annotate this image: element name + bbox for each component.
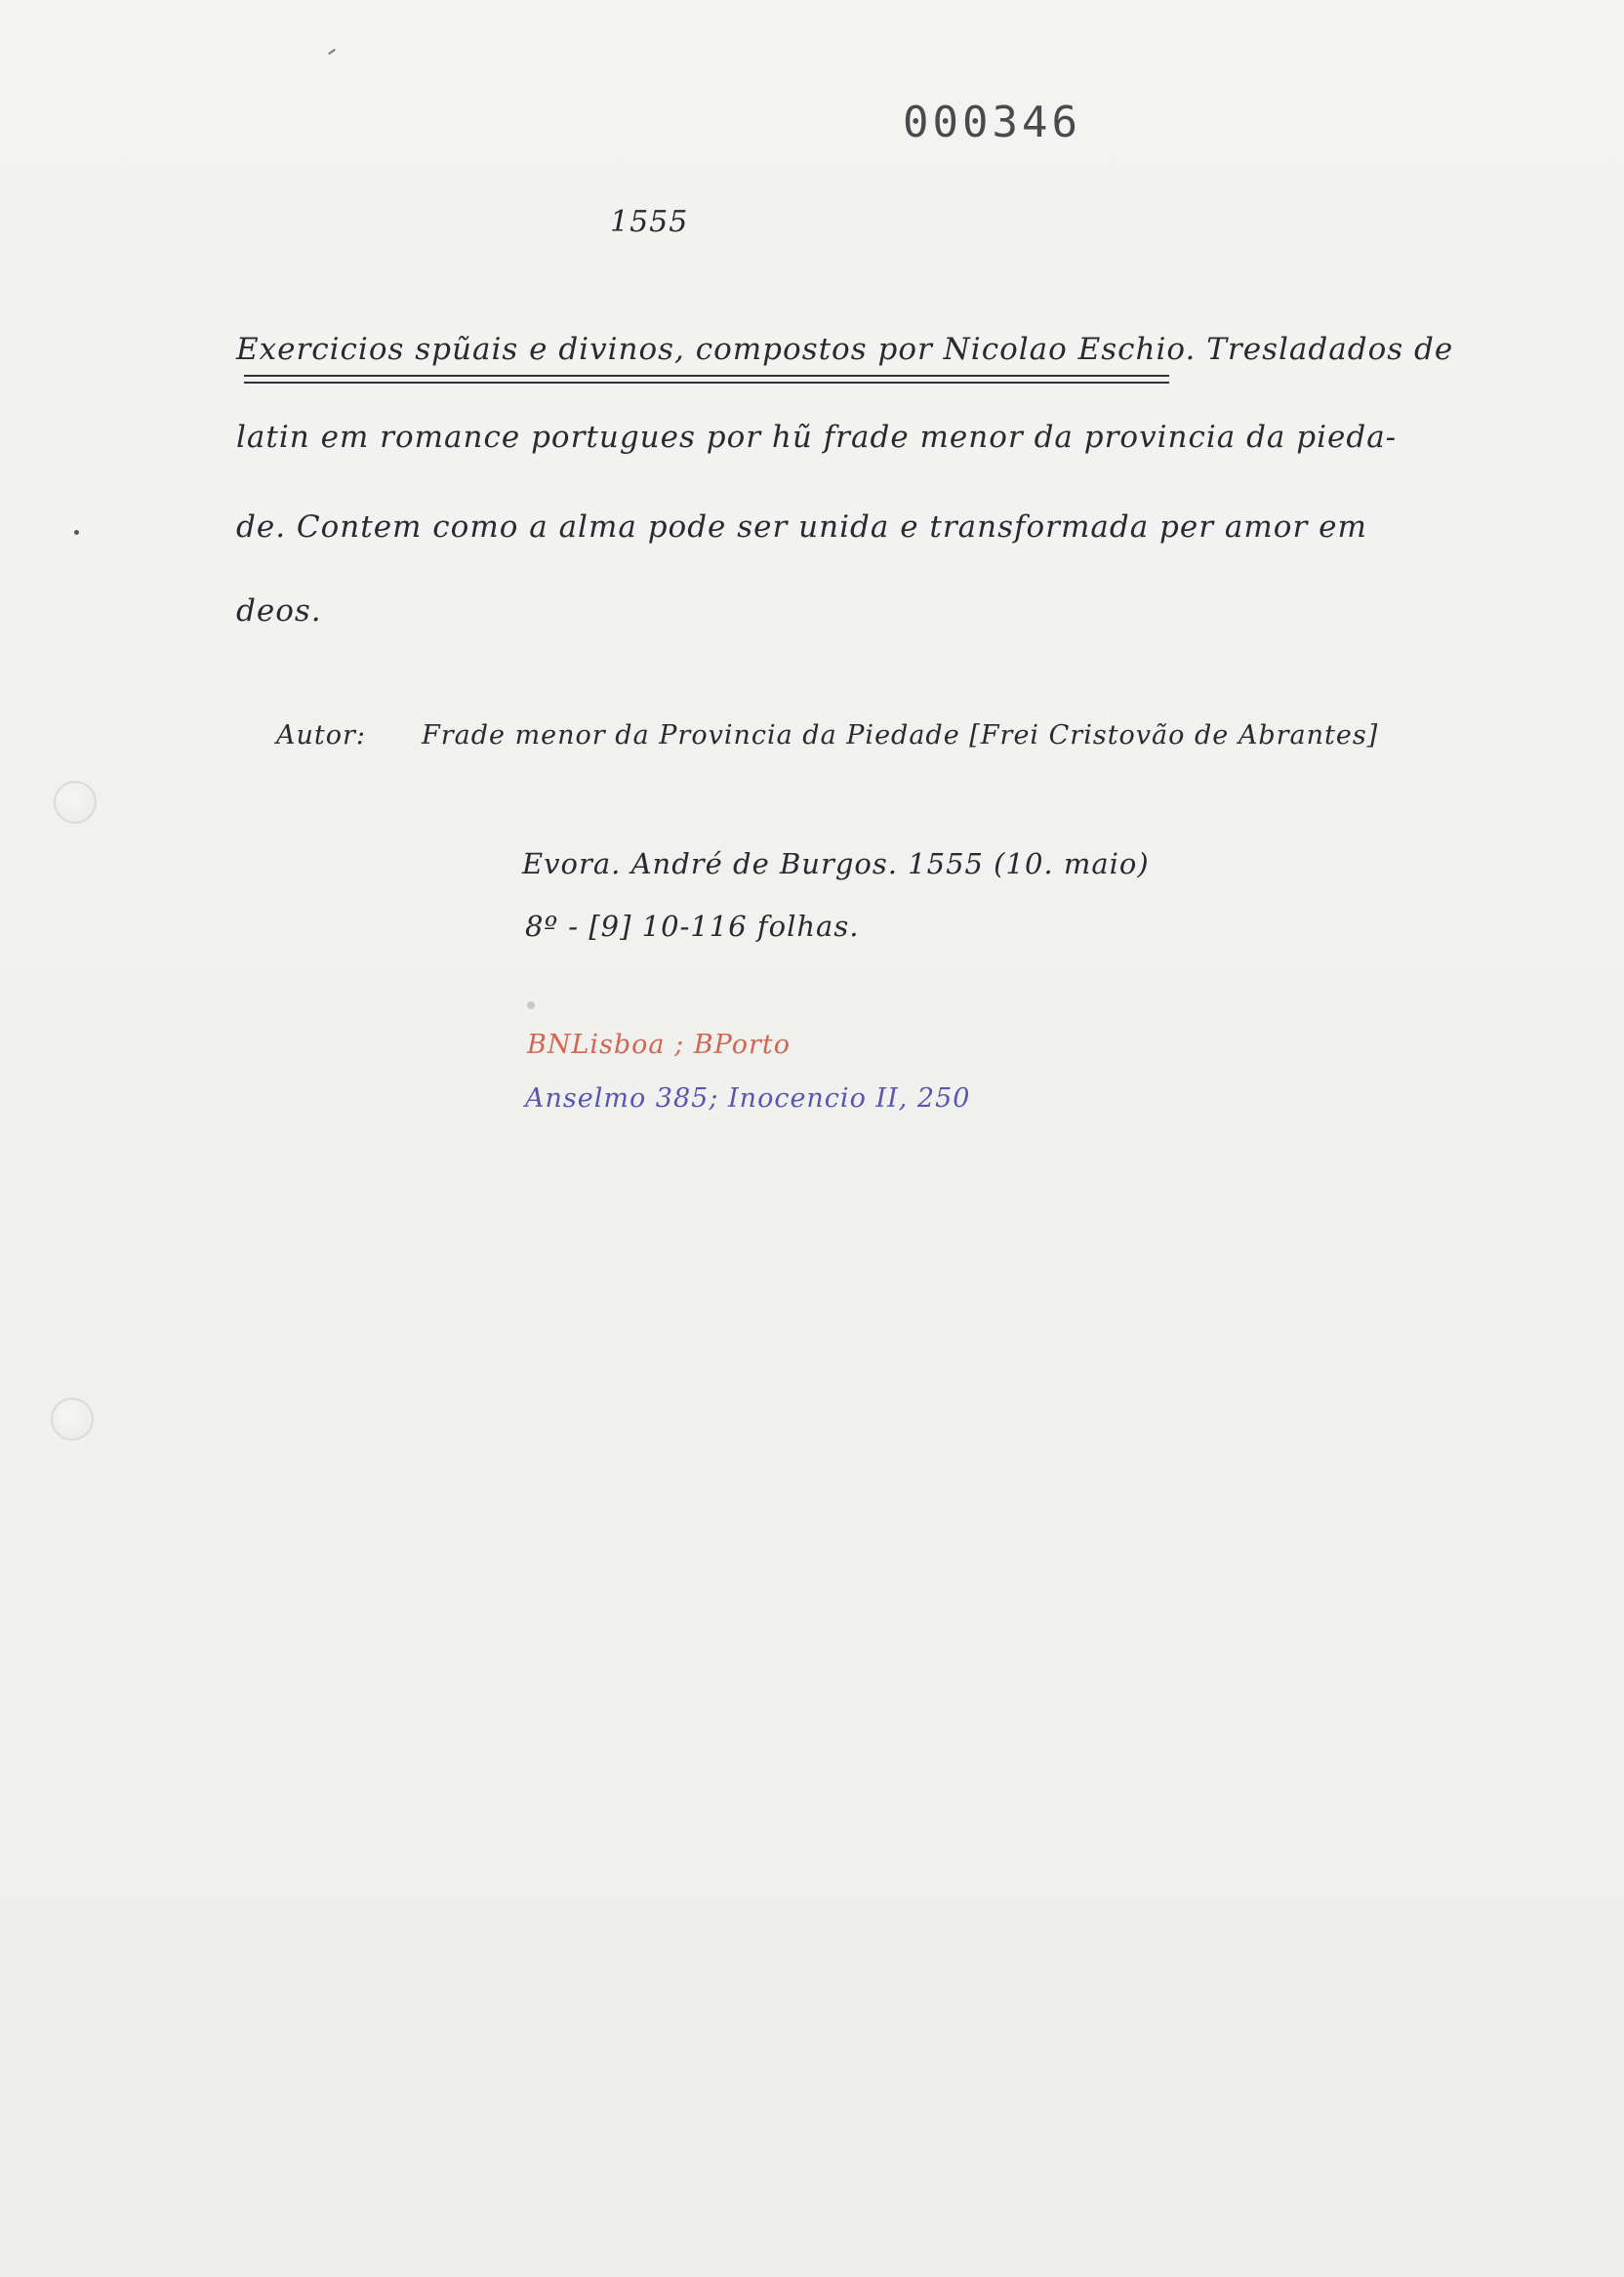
ink-dot: [74, 530, 79, 535]
pencil-mark: [527, 1001, 535, 1009]
format-line: 8º - [9] 10-116 folhas.: [525, 910, 860, 943]
title-line-4: deos.: [236, 593, 322, 629]
pen-mark: [328, 49, 336, 55]
title-underline: [244, 375, 1169, 377]
author-value: Frade menor da Provincia da Piedade [Frei Cristovão de Abrantes]: [422, 720, 1379, 751]
references-line: Anselmo 385; Inocencio II, 250: [525, 1083, 971, 1114]
title-underline-double: [244, 382, 1169, 384]
holdings-line: BNLisboa ; BPorto: [527, 1030, 791, 1060]
title-line-3: de. Contem como a alma pode ser unida e transformada per amor em: [236, 509, 1367, 545]
record-number-stamp: 000346: [903, 98, 1081, 147]
punch-hole-lower: [51, 1398, 94, 1441]
imprint-line: Evora. André de Burgos. 1555 (10. maio): [522, 847, 1150, 880]
publication-year: 1555: [610, 205, 689, 239]
title-line-1: Exercicios spũais e divinos, compostos por Nicolao Eschio. Tresladados de: [236, 332, 1454, 367]
author-label: Autor:: [276, 720, 366, 751]
punch-hole-upper: [54, 781, 97, 824]
title-line-2: latin em romance portugues por hũ frade menor da provincia da pieda-: [236, 420, 1398, 455]
